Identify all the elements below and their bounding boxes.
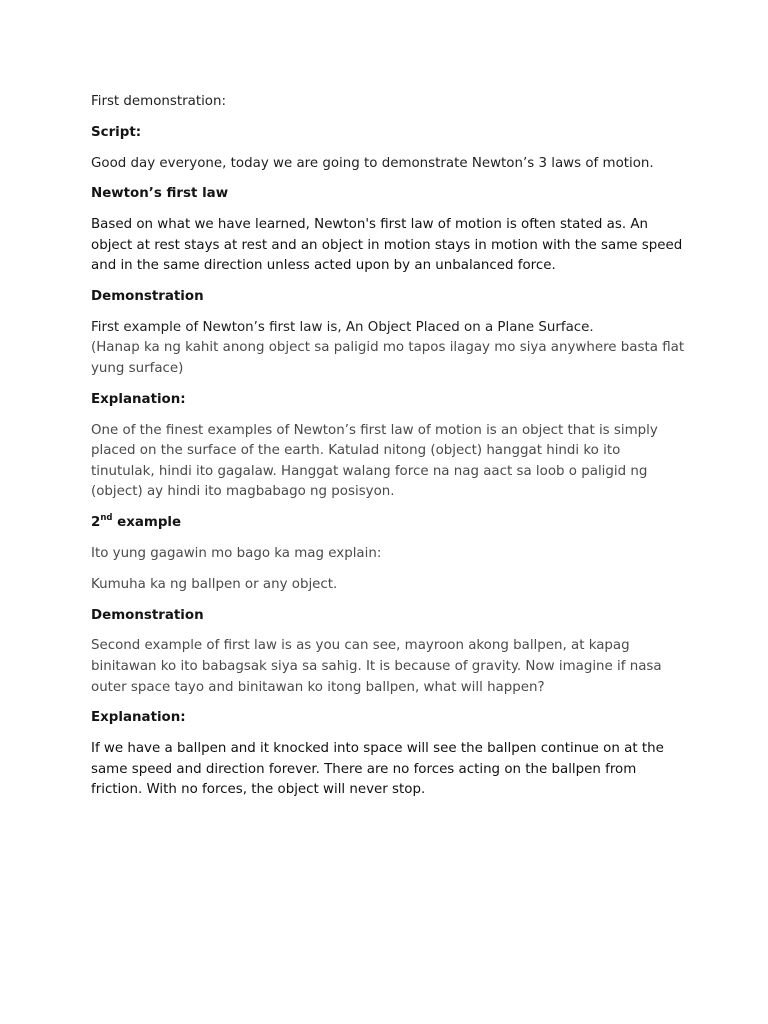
explanation-paragraph-1: One of the finest examples of Newton’s first law of motion is an object that is simply placed on the surface of the earth. Katulad nitong (object) hanggat hindi ko ito tinutulak, hindi ito gagalaw. Hanggat walang force na nag aact sa loob o paligid ng (object) ay hindi ito magbabago ng posisyon. [91, 422, 658, 500]
script-heading: Script: [91, 124, 142, 140]
demonstration-paragraph-1 [91, 318, 688, 380]
explanation-heading-1: Explanation: [91, 391, 186, 407]
demonstration-line-1: First example of Newton’s first law is, An Object Placed on a Plane Surface. [91, 319, 594, 335]
second-example-suffix: nd [100, 513, 113, 524]
document-title: First demonstration: [91, 94, 226, 109]
first-law-heading: Newton’s first law [91, 186, 229, 202]
demonstration-paragraph-2: Second example of first law is as you can see, mayroon akong ballpen, at kapag binitawan ko ito babagsak siya sa sahig. It is because of gravity. Now imagine if nasa outer space tayo and binitawan ko itong ballpen, what will happen? [91, 638, 662, 695]
demonstration-heading-2: Demonstration [91, 607, 204, 623]
demonstration-heading-1: Demonstration [91, 289, 204, 305]
instruction-line-1: Ito yung gagawin mo bago ka mag explain: [91, 545, 382, 561]
explanation-heading-2: Explanation: [91, 710, 186, 726]
intro-paragraph: Good day everyone, today we are going to demonstrate Newton’s 3 laws of motion. [91, 155, 654, 171]
demonstration-note-1: (Hanap ka ng kahit anong object sa paligid mo tapos ilagay mo siya anywhere basta flat yung surface) [91, 340, 685, 377]
second-example-number: 2 [91, 515, 101, 531]
explanation-paragraph-2: If we have a ballpen and it knocked into space will see the ballpen continue on at the same speed and direction forever. There are no forces acting on the ballpen from friction. With no forces, the object will never stop. [91, 741, 664, 798]
second-example-heading [91, 513, 688, 534]
first-law-paragraph: Based on what we have learned, Newton's first law of motion is often stated as. An object at rest stays at rest and an object in motion stays in motion with the same speed and in the same direction unless acted upon by an unbalanced force. [91, 217, 683, 274]
instruction-line-2: Kumuha ka ng ballpen or any object. [91, 576, 338, 592]
second-example-word: example [112, 515, 182, 531]
